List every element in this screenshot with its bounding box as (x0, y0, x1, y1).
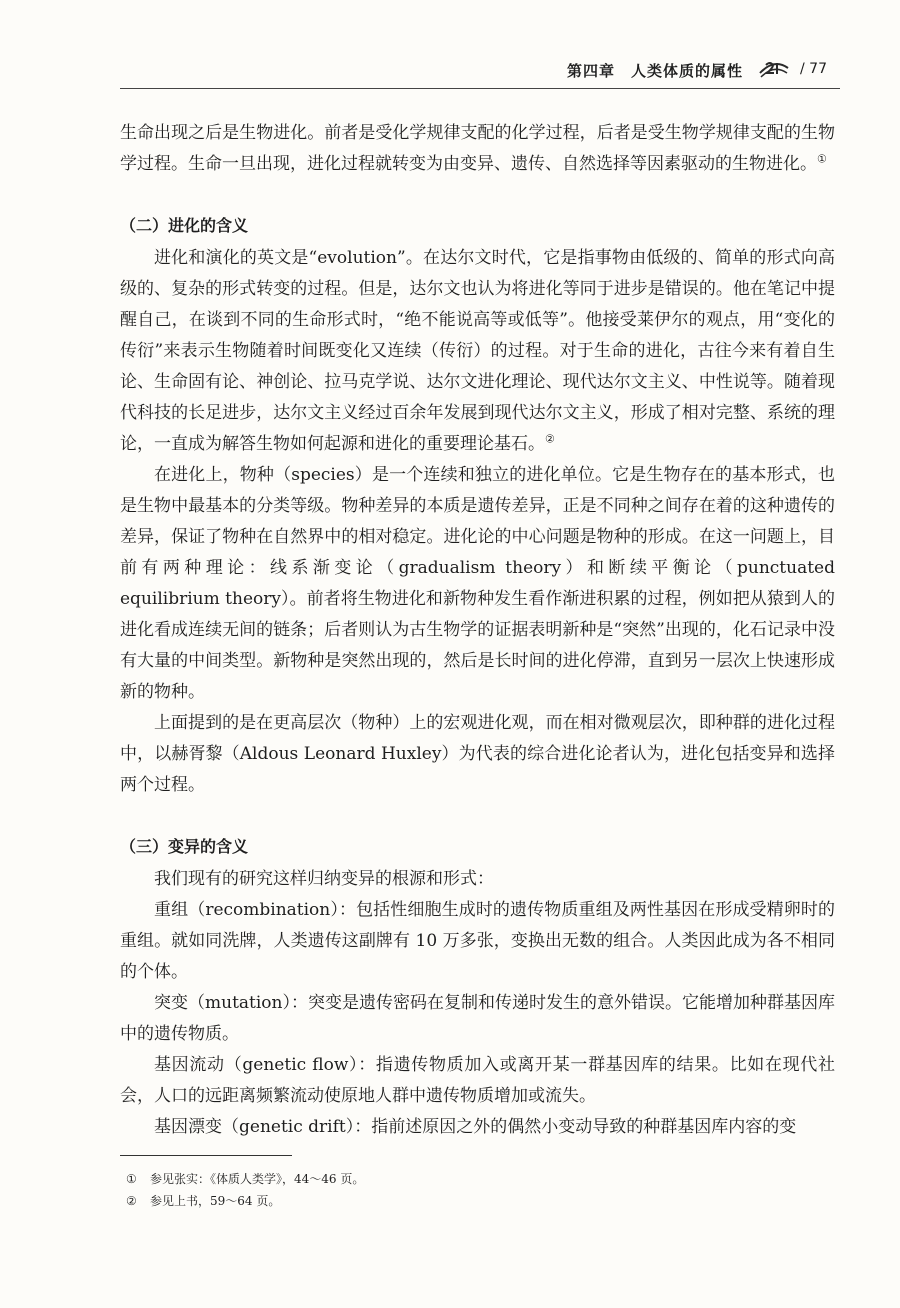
paragraph-genetic-drift: 基因漂变（genetic drift）：指前述原因之外的偶然小变动导致的种群基因库内容的变 (154, 1117, 797, 1137)
chapter-title: 第四章 人类体质的属性 (567, 62, 744, 80)
page-number: / 77 (800, 61, 827, 77)
section-heading-variation: （三）变异的含义 (120, 837, 249, 856)
paragraph-genetic-flow: 基因流动（genetic flow）：指遗传物质加入或离开某一群基因库的结果。比如在现代社会，人口的远距离频繁流动使原地人群中遗传物质增加或流失。 (120, 1055, 835, 1106)
running-header (0, 52, 900, 92)
paragraph-evolution-meaning: 进化和演化的英文是“evolution”。在达尔文时代，它是指事物由低级的、简单的形式向高级的、复杂的形式转变的过程。但是，达尔文也认为将进化等同于进步是错误的。他在笔记中提醒自己，在谈到不同的生命形式时，“绝不能说高等或低等”。他接受莱伊尔的观点，用“变化的传衍”来表示生物随着时间既变化又连续（传衍）的过程。对于生命的进化，古往今来有着自生论、生命固有论、神创论、拉马克学说、达尔文进化理论、现代达尔文主义、中性说等。随着现代科技的长足进步，达尔文主义经过百余年发展到现代达尔文主义，形成了相对完整、系统的理论，一直成为解答生物如何起源和进化的重要理论基石。② (120, 248, 835, 454)
paragraph-mutation: 突变（mutation）：突变是遗传密码在复制和传递时发生的意外错误。它能增加种群基因库中的遗传物质。 (120, 993, 835, 1044)
paragraph-species: 在进化上，物种（species）是一个连续和独立的进化单位。它是生物存在的基本形式，也是生物中最基本的分类等级。物种差异的本质是遗传差异，正是不同种之间存在着的这种遗传的差异，保证了物种在自然界中的相对稳定。进化论的中心问题是物种的形成。在这一问题上，目前有两种理论：线系渐变论（gradualism theory）和断续平衡论（punctuated equilibrium theory）。前者将生物进化和新物种发生看作渐进积累的过程，例如把从猿到人的进化看成连续无间的链条；后者则认为古生物学的证据表明新种是“突然”出现的，化石记录中没有大量的中间类型。新物种是突然出现的，然后是长时间的进化停滞，直到另一层次上快速形成新的物种。 (120, 465, 835, 702)
footnote-text: 参见张实：《体质人类学》，44～46 页。 (150, 1172, 365, 1186)
section-heading-evolution: （二）进化的含义 (120, 216, 249, 235)
footnote-ref-1[interactable]: ① (817, 152, 827, 166)
paragraph-microevolution: 上面提到的是在更高层次（物种）上的宏观进化观，而在相对微观层次，即种群的进化过程中，以赫胥黎（Aldous Leonard Huxley）为代表的综合进化论者认为，进化包括变异和选择两个过程。 (120, 713, 835, 795)
body-text (120, 118, 835, 1143)
21-century-logo-icon (757, 54, 791, 84)
footnote-text: 参见上书，59～64 页。 (150, 1194, 281, 1208)
paragraph-variation-intro: 我们现有的研究这样归纳变异的根源和形式： (154, 869, 494, 889)
footnotes (120, 1168, 820, 1212)
footnote-mark: ② (126, 1194, 137, 1208)
header-rule (120, 88, 840, 89)
footnote-rule (120, 1155, 292, 1156)
paragraph-continued: 生命出现之后是生物进化。前者是受化学规律支配的化学过程，后者是受生物学规律支配的生物学过程。生命一旦出现，进化过程就转变为由变异、遗传、自然选择等因素驱动的生物进化。① (120, 123, 835, 174)
footnote-1 (120, 1168, 820, 1190)
footnote-mark: ① (126, 1172, 137, 1186)
paragraph-recombination: 重组（recombination）：包括性细胞生成时的遗传物质重组及两性基因在形成受精卵时的重组。就如同洗牌，人类遗传这副牌有 10 万多张，变换出无数的组合。人类因此成为各不相同的个体。 (120, 900, 835, 982)
footnote-ref-2[interactable]: ② (545, 432, 555, 446)
footnote-2 (120, 1190, 820, 1212)
